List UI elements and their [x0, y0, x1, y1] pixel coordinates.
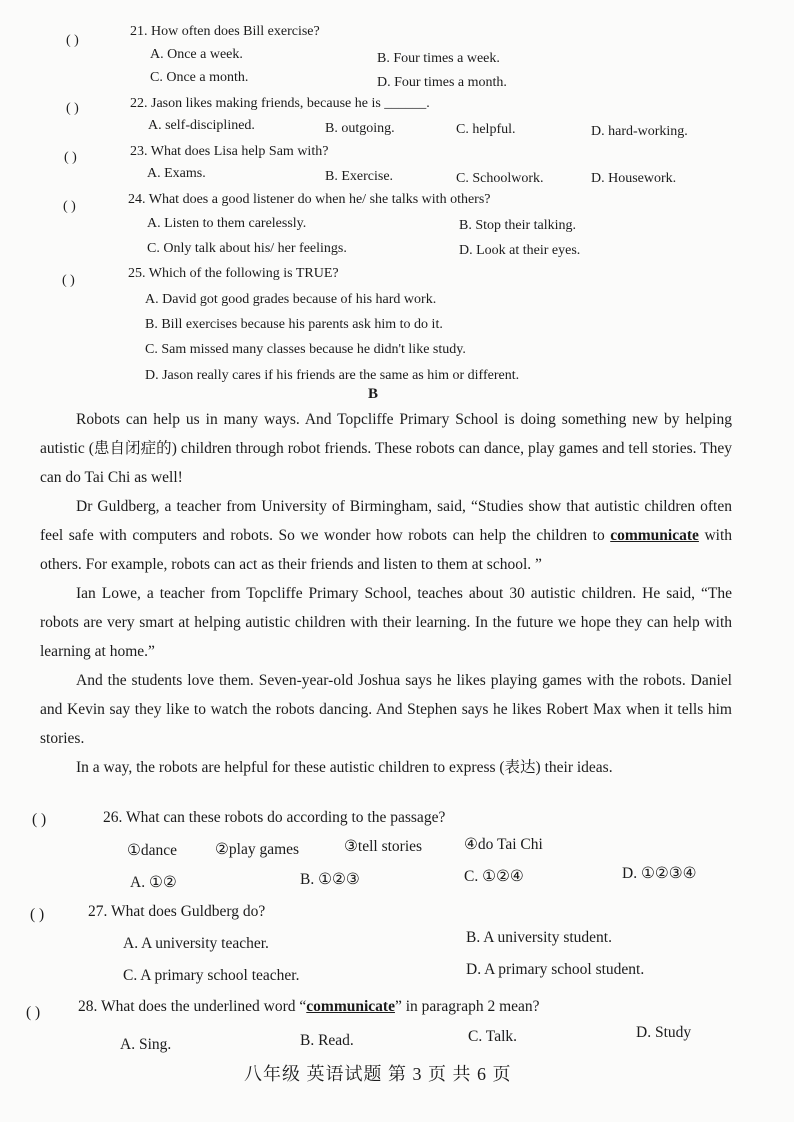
option: D. A primary school student. — [466, 961, 645, 978]
option: A. self-disciplined. — [148, 118, 255, 133]
option: B. Four times a week. — [377, 51, 500, 66]
option: C. helpful. — [456, 122, 516, 137]
option: C. Only talk about his/ her feelings. — [147, 241, 347, 256]
option: A. ①② — [130, 874, 177, 891]
choice-item: ①dance — [127, 842, 178, 859]
question-stem: 28. What does the underlined word “communicate” in paragraph 2 mean? — [78, 998, 540, 1015]
answer-paren: ( ) — [26, 1004, 41, 1021]
answer-paren: ( ) — [62, 273, 75, 288]
choice-item: ④do Tai Chi — [464, 836, 543, 853]
answer-paren: ( ) — [63, 199, 76, 214]
question-stem: 27. What does Guldberg do? — [88, 903, 266, 920]
answer-paren: ( ) — [32, 811, 47, 828]
question-stem: 26. What can these robots do according to the passage? — [103, 809, 446, 826]
paragraph: In a way, the robots are helpful for these autistic children to express (表达) their ideas. — [76, 759, 613, 776]
paragraph: And the students love them. Seven-year-old Joshua says he likes playing games with the robots. Daniel and Kevin say they like to watch the robots dancing. And Stephen says he likes Robert Max when it tells him stories. — [40, 672, 732, 747]
section-title: B — [368, 386, 379, 402]
option: D. Jason really cares if his friends are the same as him or different. — [145, 368, 520, 383]
option: C. Sam missed many classes because he didn't like study. — [145, 342, 466, 357]
paragraph: Dr Guldberg, a teacher from University of Birmingham, said, “Studies show that autistic children often feel safe with computers and robots. So we wonder how robots can help the children to communicate with others. For example, robots can act as their friends and listen to them at school. ” — [40, 498, 732, 573]
option: A. A university teacher. — [123, 935, 269, 952]
underlined-word: communicate — [610, 527, 699, 544]
choice-item: ②play games — [215, 841, 300, 858]
option: C. Once a month. — [150, 70, 249, 85]
question-stem: 23. What does Lisa help Sam with? — [130, 144, 329, 159]
reading-passage — [40, 405, 732, 782]
question-stem: 21. How often does Bill exercise? — [130, 24, 320, 39]
option: C. ①②④ — [464, 868, 524, 885]
option: C. A primary school teacher. — [123, 967, 300, 984]
question-stem: 25. Which of the following is TRUE? — [128, 266, 339, 281]
question-stem: 22. Jason likes making friends, because he is ______. — [130, 96, 430, 111]
choice-item: ③tell stories — [344, 838, 423, 855]
answer-paren: ( ) — [66, 33, 79, 48]
paragraph: Robots can help us in many ways. And Topcliffe Primary School is doing something new by helping autistic (患自闭症的) children through robot friends. These robots can dance, play games and tell stories. They can do Tai Chi as well! — [40, 411, 732, 486]
option: A. Exams. — [147, 166, 206, 181]
option: C. Talk. — [468, 1028, 518, 1045]
option: B. Stop their talking. — [459, 218, 577, 233]
option: A. Once a week. — [150, 47, 243, 62]
option: D. hard-working. — [591, 124, 688, 139]
option: D. Study — [636, 1024, 692, 1041]
answer-paren: ( ) — [64, 150, 77, 165]
option: D. Look at their eyes. — [459, 243, 581, 258]
option: A. Sing. — [120, 1036, 172, 1053]
underlined-word: communicate — [306, 998, 395, 1015]
option: B. outgoing. — [325, 121, 395, 136]
option: A. Listen to them carelessly. — [147, 216, 307, 231]
option: C. Schoolwork. — [456, 171, 544, 186]
question-stem: 24. What does a good listener do when he/ she talks with others? — [128, 192, 491, 207]
option: B. A university student. — [466, 929, 612, 946]
option: B. Exercise. — [325, 169, 394, 184]
answer-paren: ( ) — [30, 906, 45, 923]
option: D. Housework. — [591, 171, 677, 186]
option: B. Bill exercises because his parents ask him to do it. — [145, 317, 443, 332]
option: D. Four times a month. — [377, 75, 507, 90]
answer-paren: ( ) — [66, 101, 79, 116]
paragraph: Ian Lowe, a teacher from Topcliffe Primary School, teaches about 30 autistic children. He said, “The robots are very smart at helping autistic children with their learning. In the future we hope they can help with learning at home.” — [40, 585, 732, 660]
option: A. David got good grades because of his hard work. — [145, 292, 437, 307]
option: D. ①②③④ — [622, 865, 697, 882]
page-footer: 八年级 英语试题 第 3 页 共 6 页 — [244, 1064, 512, 1084]
option: B. ①②③ — [300, 871, 360, 888]
option: B. Read. — [300, 1032, 354, 1049]
